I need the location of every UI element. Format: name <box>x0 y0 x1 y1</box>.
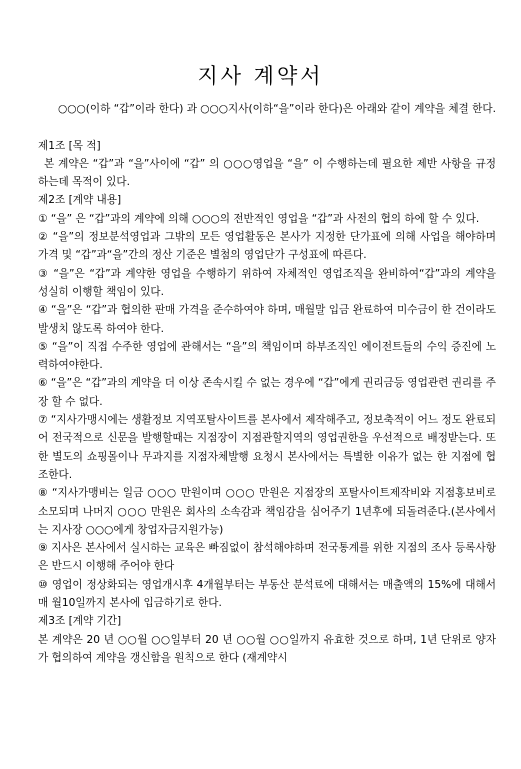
article2-item: ① “을” 은 “갑”과의 계약에 의해 ○○○의 전반적인 영업을 “갑”과 사전의 협의 하에 할 수 있다. <box>38 212 480 225</box>
article2-item: ⑩ 영업이 정상화되는 영업개시후 4개월부터는 부동산 분석료에 대해서는 매출액의 15%에 대해서 매 월10일까지 본사에 입금하기로 한다. <box>38 578 496 610</box>
article1-heading: 제1조 [목 적] <box>38 139 101 152</box>
article3-text: 본 계약은 20 년 ○○월 ○○일부터 20 년 ○○월 ○○일까지 유효한 것으로 하며, 1년 단위로 양자가 협의하여 계약을 갱신함을 원칙으로 한다 (재계약시 <box>38 633 496 664</box>
article2-item: ⑨ 지사은 본사에서 실시하는 교육은 빠짐없이 참석해야하며 전국통계를 위한 지점의 조사 등록사항은 반드시 이행해 주어야 한다 <box>38 542 496 573</box>
document-body <box>38 100 496 667</box>
document-title: 지사 계약서 <box>197 64 324 88</box>
article2-heading: 제2조 [계약 내용] <box>38 194 122 207</box>
article2-item: ② “을”의 정보분석영업과 그밖의 모든 영업활동은 본사가 지정한 단가표에 의해 사업을 해야하며 가격 및 “갑”과“을”간의 정산 기준은 별첨의 영업단가 구성표에 따른다. <box>38 231 496 262</box>
article2-item: ③ “을”은 “갑”과 계약한 영업을 수행하기 위하여 자체적인 영업조직을 완비하여“갑”과의 계약을 성실히 이행할 책임이 있다. <box>38 267 496 298</box>
article2-item: ⑥ “을”은 “갑”과의 계약을 더 이상 존속시킬 수 없는 경우에 “갑”에게 권리금등 영업관련 권리를 주장 할 수 없다. <box>38 377 496 408</box>
article2-item: ⑤ “을”이 직접 수주한 영업에 관해서는 “을”의 책임이며 하부조직인 에이전트들의 수익 증진에 노력하여야한다. <box>38 340 496 372</box>
article2-item: ⑧ “지사가맹비는 일금 ○○○ 만원이며 ○○○ 만원은 지점장의 포탈사이트제작비와 지점홍보비로 소모되며 나머지 ○○○ 만원은 회사의 소속감과 책임감을 심어주기 1년후에 되돌려준다.(본사에서는 지사장 ○○○에게 창업자금지원가능) <box>38 487 496 536</box>
article1-text: 본 계약은 “갑”과 “을”사이에 “갑” 의 ○○○영업을 “을” 이 수행하는데 필요한 제반 사항을 규정하는데 목적이 있다. <box>38 157 496 189</box>
article3-heading: 제3조 [계약 기간] <box>38 615 122 628</box>
article2-item: ⑦ “지사가맹시에는 생활정보 지역포탈사이트를 본사에서 제작해주고, 정보축적이 어느 정도 완료되어 전국적으로 신문을 발행할때는 지점장이 지점관할지역의 영업권한을 우선적으로 배정받는다. 또한 별도의 쇼핑몰이나 무과지를 지점자체발행 요청시 본사에서는 특별한 이유가 없는 한 지점에 협조한다. <box>38 414 496 481</box>
intro-paragraph: ○○○(이하 “갑”이라 한다) 과 ○○○지사(이하“을”이라 한다)은 아래와 같이 계약을 체결 한다. <box>58 103 496 115</box>
paragraph-spacer <box>38 118 496 136</box>
article2-item: ④ “을”은 “갑”과 협의한 판매 가격을 준수하여야 하며, 매월말 입금 완료하여 미수금이 한 건이라도 발생치 않도록 하여야 한다. <box>38 304 496 335</box>
